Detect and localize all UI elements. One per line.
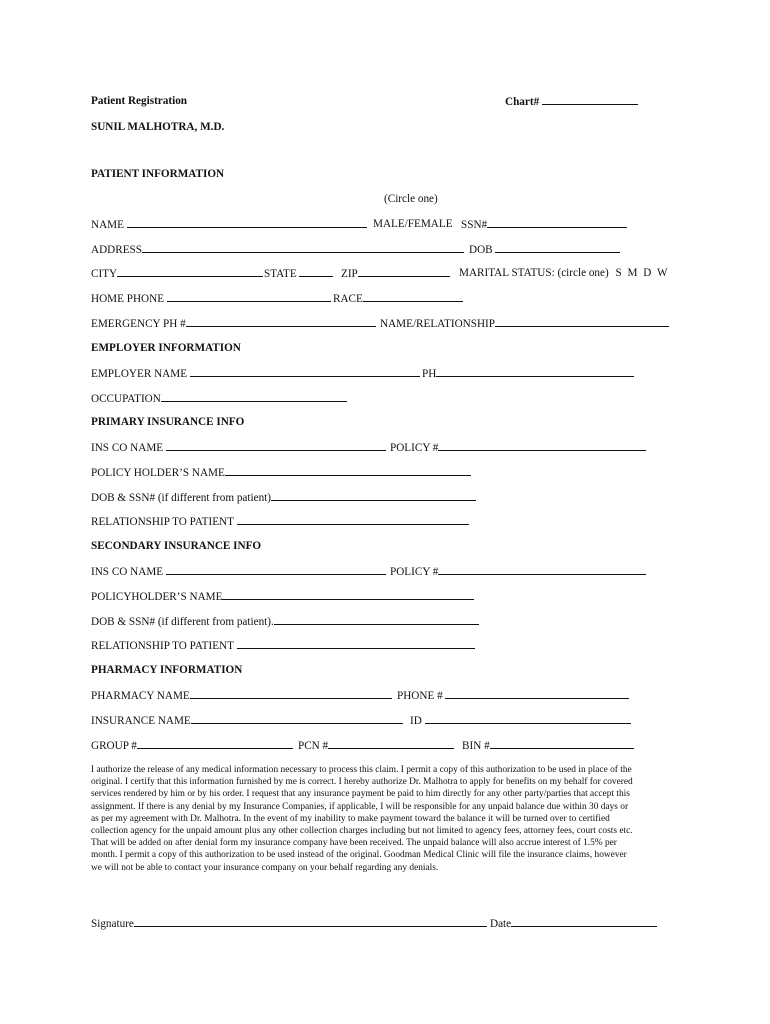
pharmacy-id-field[interactable] bbox=[410, 713, 631, 728]
home-phone-label: HOME PHONE bbox=[91, 293, 165, 305]
secondary-relationship-label: RELATIONSHIP TO PATIENT bbox=[91, 640, 234, 652]
secondary-holder-field[interactable] bbox=[91, 589, 474, 604]
primary-relationship-line bbox=[237, 514, 469, 525]
home-phone-line bbox=[167, 291, 331, 302]
dob-line bbox=[495, 242, 620, 253]
address-label: ADDRESS bbox=[91, 244, 142, 256]
primary-holder-label: POLICY HOLDER’S NAME bbox=[91, 467, 225, 479]
patient-section-heading: PATIENT INFORMATION bbox=[91, 168, 225, 180]
home-phone-field[interactable] bbox=[91, 291, 331, 306]
primary-holder-field[interactable] bbox=[91, 465, 471, 480]
ssn-field[interactable] bbox=[461, 217, 627, 232]
pharmacy-id-label: ID bbox=[410, 715, 422, 727]
chart-line bbox=[542, 94, 638, 105]
form-title: Patient Registration bbox=[91, 95, 188, 107]
occupation-label: OCCUPATION bbox=[91, 393, 161, 405]
bin-field[interactable] bbox=[462, 738, 634, 753]
authorization-line: That will be added on after denial form my insurance company have been received. The unpaid balance will also accrue interest of 1.5% per bbox=[91, 838, 617, 849]
pharmacy-id-line bbox=[425, 713, 631, 724]
primary-dob-ssn-line bbox=[271, 490, 476, 501]
pharmacy-name-field[interactable] bbox=[91, 688, 392, 703]
authorization-paragraph bbox=[91, 764, 681, 874]
pharmacy-phone-field[interactable] bbox=[397, 688, 629, 703]
group-label: GROUP # bbox=[91, 740, 137, 752]
secondary-policy-field[interactable] bbox=[390, 564, 646, 579]
primary-relationship-label: RELATIONSHIP TO PATIENT bbox=[91, 516, 234, 528]
primary-ins-co-line bbox=[166, 440, 386, 451]
city-line bbox=[117, 266, 263, 277]
insurance-name-field[interactable] bbox=[91, 713, 403, 728]
bin-label: BIN # bbox=[462, 740, 490, 752]
name-field[interactable] bbox=[91, 217, 367, 232]
secondary-holder-label: POLICYHOLDER’S NAME bbox=[91, 591, 223, 603]
pharmacy-name-label: PHARMACY NAME bbox=[91, 690, 190, 702]
primary-policy-line bbox=[438, 440, 646, 451]
pharmacy-phone-line bbox=[445, 688, 629, 699]
pharmacy-phone-label: PHONE # bbox=[397, 690, 443, 702]
employer-name-line bbox=[190, 366, 420, 377]
employer-name-label: EMPLOYER NAME bbox=[91, 368, 188, 380]
authorization-line: as per my agreement with Dr. Malhotra. In the event of my inability to make payment toward the balance it will be turned over to certified bbox=[91, 813, 610, 824]
authorization-line: we will not be able to contact your insurance company on your behalf regarding any denials. bbox=[91, 862, 439, 873]
marital-status-field[interactable] bbox=[459, 266, 668, 280]
relationship-field[interactable] bbox=[380, 316, 669, 331]
primary-policy-label: POLICY # bbox=[390, 442, 439, 454]
zip-field[interactable] bbox=[341, 266, 450, 281]
race-line bbox=[363, 291, 463, 302]
name-line bbox=[127, 217, 367, 228]
secondary-policy-label: POLICY # bbox=[390, 566, 439, 578]
state-label: STATE bbox=[264, 268, 297, 280]
occupation-line bbox=[161, 391, 347, 402]
employer-phone-line bbox=[436, 366, 634, 377]
dob-field[interactable] bbox=[469, 242, 620, 257]
primary-insurance-heading: PRIMARY INSURANCE INFO bbox=[91, 416, 245, 428]
group-number-field[interactable] bbox=[91, 738, 293, 753]
race-field[interactable] bbox=[333, 291, 463, 306]
signature-field[interactable] bbox=[91, 916, 487, 931]
employer-name-field[interactable] bbox=[91, 366, 420, 381]
signature-label: Signature bbox=[91, 918, 134, 930]
sex-field[interactable] bbox=[373, 217, 453, 231]
secondary-insurance-heading: SECONDARY INSURANCE INFO bbox=[91, 540, 262, 552]
secondary-dob-ssn-line bbox=[274, 614, 479, 625]
emergency-line bbox=[186, 316, 376, 327]
address-line bbox=[142, 242, 464, 253]
state-line bbox=[299, 266, 333, 277]
pharmacy-section-heading: PHARMACY INFORMATION bbox=[91, 664, 243, 676]
signature-line bbox=[134, 916, 487, 927]
sex-label: MALE/FEMALE bbox=[373, 218, 453, 230]
marital-options[interactable]: S M D W bbox=[615, 267, 668, 279]
pcn-line bbox=[328, 738, 454, 749]
insurance-name-label: INSURANCE NAME bbox=[91, 715, 191, 727]
secondary-relationship-field[interactable] bbox=[91, 638, 475, 653]
zip-label: ZIP bbox=[341, 268, 358, 280]
secondary-ins-co-line bbox=[166, 564, 386, 575]
occupation-field[interactable] bbox=[91, 391, 347, 406]
ssn-line bbox=[487, 217, 627, 228]
pcn-label: PCN # bbox=[298, 740, 329, 752]
insurance-name-line bbox=[191, 713, 403, 724]
emergency-label: EMERGENCY PH # bbox=[91, 318, 186, 330]
doctor-name: SUNIL MALHOTRA, M.D. bbox=[91, 121, 225, 133]
primary-ins-co-field[interactable] bbox=[91, 440, 386, 455]
chart-number-field[interactable] bbox=[505, 94, 638, 109]
circle-one-hint: (Circle one) bbox=[384, 193, 438, 205]
employer-phone-label: PH bbox=[422, 368, 437, 380]
primary-dob-ssn-field[interactable] bbox=[91, 490, 476, 505]
secondary-dob-ssn-label: DOB & SSN# (if different from patient). bbox=[91, 616, 274, 628]
race-label: RACE bbox=[333, 293, 363, 305]
secondary-policy-line bbox=[438, 564, 646, 575]
address-field[interactable] bbox=[91, 242, 464, 257]
date-line bbox=[511, 916, 657, 927]
relationship-label: NAME/RELATIONSHIP bbox=[380, 318, 495, 330]
authorization-line: assignment. If there is any denial by my Insurance Companies, if applicable, I will be responsible for any unpaid balance due within 30 days or bbox=[91, 801, 629, 812]
secondary-relationship-line bbox=[237, 638, 475, 649]
employer-section-heading: EMPLOYER INFORMATION bbox=[91, 342, 241, 354]
primary-policy-field[interactable] bbox=[390, 440, 646, 455]
pharmacy-name-line bbox=[190, 688, 392, 699]
ssn-label: SSN# bbox=[461, 219, 488, 231]
secondary-holder-line bbox=[222, 589, 474, 600]
zip-line bbox=[358, 266, 450, 277]
primary-dob-ssn-label: DOB & SSN# (if different from patient) bbox=[91, 492, 272, 504]
group-line bbox=[137, 738, 293, 749]
chart-label: Chart# bbox=[505, 96, 540, 108]
marital-label: MARITAL STATUS: (circle one) bbox=[459, 267, 609, 279]
authorization-line: original. I certify that this information furnished by me is correct. I hereby authorize Dr. Malhotra to apply for benefits on my behalf for covered bbox=[91, 777, 633, 788]
secondary-ins-co-label: INS CO NAME bbox=[91, 566, 164, 578]
authorization-line: month. I permit a copy of this authorization to be used instead of the original. Goodman Medical Clinic will file the insurance claims, however bbox=[91, 850, 627, 861]
employer-phone-field[interactable] bbox=[422, 366, 634, 381]
relationship-line bbox=[495, 316, 669, 327]
bin-line bbox=[490, 738, 634, 749]
authorization-line: services rendered by him or by his order. I request that any insurance payment be paid to him directly for any other party/parties that accept this bbox=[91, 789, 630, 800]
authorization-line: collection agency for the unpaid amount plus any other collection charges including but not limited to agency fees, attorney fees, court costs etc. bbox=[91, 826, 633, 837]
city-field[interactable] bbox=[91, 266, 263, 281]
primary-ins-co-label: INS CO NAME bbox=[91, 442, 164, 454]
secondary-ins-co-field[interactable] bbox=[91, 564, 386, 579]
pcn-field[interactable] bbox=[298, 738, 454, 753]
dob-label: DOB bbox=[469, 244, 493, 256]
name-label: NAME bbox=[91, 219, 124, 231]
secondary-dob-ssn-field[interactable] bbox=[91, 614, 479, 629]
date-field[interactable] bbox=[490, 916, 657, 931]
emergency-phone-field[interactable] bbox=[91, 316, 376, 331]
date-label: Date bbox=[490, 918, 512, 930]
state-field[interactable] bbox=[264, 266, 333, 281]
city-label: CITY bbox=[91, 268, 118, 280]
authorization-line: I authorize the release of any medical information necessary to process this claim. I permit a copy of this authorization to be used in place of the bbox=[91, 765, 632, 775]
primary-relationship-field[interactable] bbox=[91, 514, 469, 529]
primary-holder-line bbox=[225, 465, 471, 476]
